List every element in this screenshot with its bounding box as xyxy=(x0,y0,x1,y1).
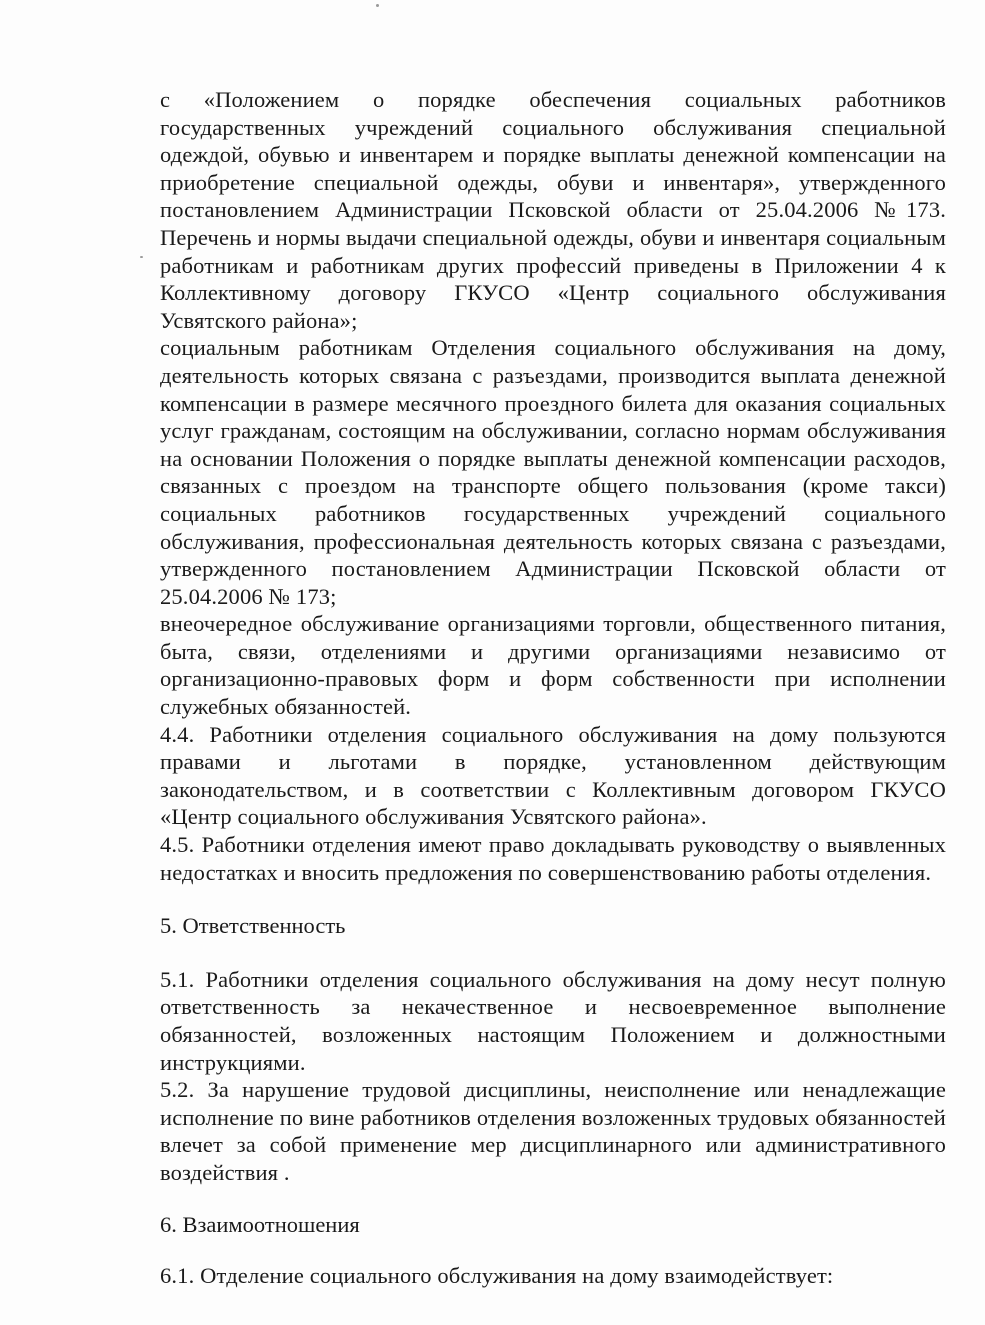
scan-speck xyxy=(376,4,379,7)
paragraph-5-1: 5.1. Работники отделения социального обслуживания на дому несут полную ответственность за некачественное и несвоевременное выполнение обязанностей, возложенных настоящим Положением и должностными инструкциями. xyxy=(160,966,946,1075)
paragraph-priority-service: внеочередное обслуживание организациями торговли, общественного питания, быта, связи, отделениями и другими организациями независимо от организационно-правовых форм и форм собственности при исполнении служебных обязанностей. xyxy=(160,611,946,720)
section-6-heading: 6. Взаимоотношения xyxy=(160,1211,360,1237)
paragraph-5-2: 5.2. За нарушение трудовой дисциплины, неисполнение или ненадлежащие исполнение по вине работников отделения возложенных трудовых обязанностей влечет за собой применение мер дисциплинарного или административного воздействия . xyxy=(160,1077,946,1185)
spacer xyxy=(160,886,946,912)
spacer xyxy=(160,940,946,966)
document-body xyxy=(160,86,946,1290)
paragraph-4-5: 4.5. Работники отделения имеют право докладывать руководству о выявленных недостатках и вносить предложения по совершенствованию работы отделения. xyxy=(160,832,946,885)
spacer xyxy=(160,1238,946,1262)
scan-speck xyxy=(140,256,143,258)
paragraph-travel-compensation: социальным работникам Отделения социального обслуживания на дому, деятельность которых связана с разъездами, производится выплата денежной компенсации в размере месячного проездного билета для оказания социальных услуг гражданам, состоящим на обслуживании, согласно нормам обслуживания на основании Положения о порядке выплаты денежной компенсации расходов, связанных с проездом на транспорте общего пользования (кроме такси) социальных работников государственных учреждений социального обслуживания, профессиональная деятельность которых связана с разъездами, утвержденного постановлением Администрации Псковской области от 25.04.2006 № 173; xyxy=(160,335,946,609)
section-5-heading: 5. Ответственность xyxy=(160,913,346,939)
paragraph-special-clothing: с «Положением о порядке обеспечения социальных работников государственных учреждений социального обслуживания специальной одеждой, обувью и инвентарем и порядке выплаты денежной компенсации на приобретение специальной одежды, обуви и инвентаря», утвержденного постановлением Администрации Псковской области от 25.04.2006 №173. Перечень и нормы выдачи специальной одежды, обуви и инвентаря социальным работникам и работникам других профессий приведены в Приложении 4 к Коллективному договору ГКУСО «Центр социального обслуживания Усвятского района»; xyxy=(160,87,946,333)
paragraph-4-4: 4.4. Работники отделения социального обслуживания на дому пользуются правами и льготами в порядке, установленном действующим законодательством, и в соответствии с Коллективным договором ГКУСО «Центр социального обслуживания Усвятского района». xyxy=(160,721,946,830)
spacer xyxy=(160,1187,946,1211)
paragraph-6-1: 6.1. Отделение социального обслуживания на дому взаимодействует: xyxy=(160,1263,834,1289)
